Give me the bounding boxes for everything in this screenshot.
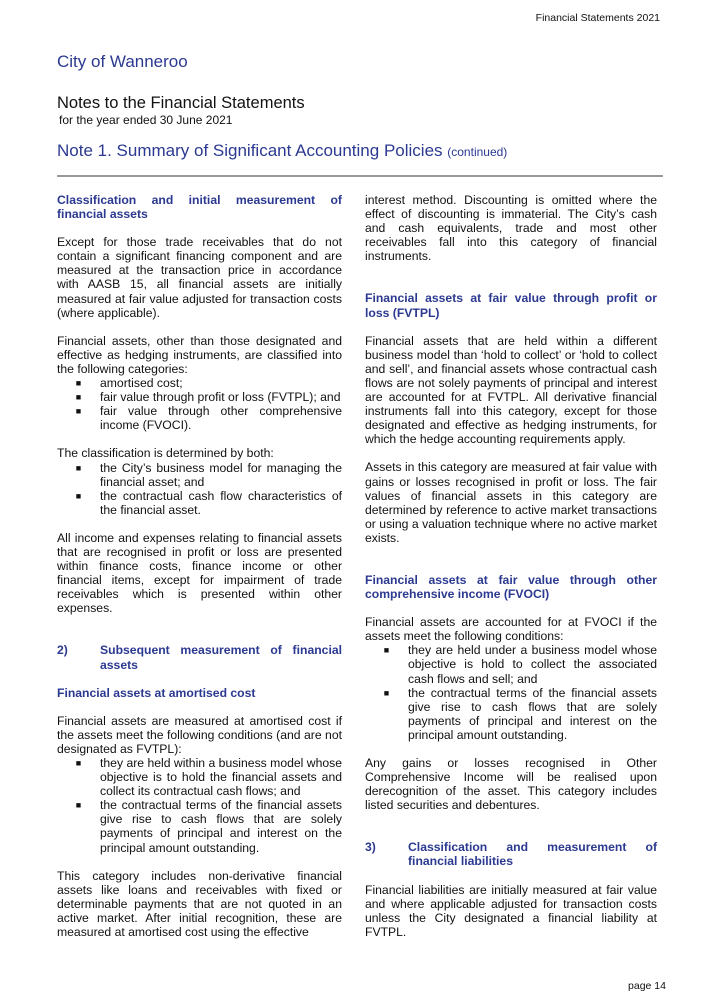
- bullet-icon: ■: [383, 645, 390, 656]
- paragraph: Financial liabilities are initially measured at fair value and where applicable adjusted for transaction costs unless the City designated a financial liability at FVTPL.: [365, 882, 657, 939]
- notes-period: for the year ended 30 June 2021: [59, 113, 233, 127]
- paragraph: Financial assets that are held within a different business model than ‘hold to collect’ or ‘hold to collect and sell’, and financial assets whose contractual cash flows are not solely payments of principal and interest are accounted for at FVTPL. All derivative financial instruments fall into this category, except for those designated and effective as hedging instruments, for which the hedge accounting requirements apply.: [365, 333, 657, 447]
- bullet-icon: ■: [383, 687, 390, 698]
- paragraph: Any gains or losses recognised in Other Comprehensive Income will be realised upon derecognition of the asset. This category includes listed securities and debentures.: [365, 756, 657, 813]
- note-heading-text: Note 1. Summary of Significant Accounting Policies: [57, 141, 443, 160]
- paragraph: Except for those trade receivables that do not contain a significant financing component and are measured at the transaction price in accordance with AASB 15, all financial assets are initially measured at fair value adjusted for transaction costs (where applicable).: [57, 235, 342, 320]
- left-column: [57, 193, 342, 939]
- paragraph: All income and expenses relating to financial assets that are recognised in profit or loss are presented within finance costs, finance income or other financial items, except for impairment of trade receivables which is presented within other expenses.: [57, 530, 342, 616]
- paragraph: Financial assets are measured at amortised cost if the assets meet the following conditions (and are not designated as FVTPL):: [57, 713, 342, 756]
- note-heading-continued: (continued): [447, 145, 508, 159]
- bullet-item: ■ amortised cost;: [57, 376, 342, 390]
- bullet-item: ■ the contractual terms of the financial assets give rise to cash flows that are solely payments of principal and interest on the principal amount outstanding.: [57, 798, 342, 854]
- bullet-item: ■ they are held under a business model whose objective is hold to collect the associated cash flows and sell; and: [365, 643, 657, 685]
- paragraph: Financial assets, other than those designated and effective as hedging instruments, are classified into the following categories:: [57, 333, 342, 376]
- bullet-item: ■ the contractual terms of the financial assets give rise to cash flows that are solely payments of principal and interest on the principal amount outstanding.: [365, 686, 657, 742]
- section-heading: Financial assets at amortised cost: [57, 685, 256, 700]
- section-heading: Financial assets at fair value through profit or loss (FVTPL): [365, 291, 657, 320]
- bullet-icon: ■: [75, 406, 82, 417]
- paragraph: Financial assets are accounted for at FVOCI if the assets meet the following conditions:: [365, 615, 657, 644]
- organisation-name: City of Wanneroo: [57, 52, 188, 71]
- header-divider: [57, 175, 663, 177]
- bullet-icon: ■: [75, 378, 82, 389]
- bullet-item: ■ the City’s business model for managing the financial asset; and: [57, 461, 342, 489]
- bullet-icon: ■: [75, 462, 82, 473]
- section-heading: Classification and initial measurement of financial assets: [57, 193, 342, 222]
- bullet-icon: ■: [75, 758, 82, 768]
- paragraph: interest method. Discounting is omitted where the effect of discounting is immaterial. The City’s cash and cash equivalents, trade and most other receivables fall into this category of financial instruments.: [365, 193, 657, 264]
- bullet-item: ■ fair value through other comprehensive income (FVOCI).: [57, 404, 342, 432]
- page-number: page 14: [628, 980, 666, 992]
- numbered-heading: 3) Classification and measurement of financial liabilities: [365, 840, 657, 869]
- paragraph: This category includes non-derivative financial assets like loans and receivables with fixed or determinable payments that are not quoted in an active market. After initial recognition, these are measured at amortised cost using the effective: [57, 868, 342, 940]
- paragraph: The classification is determined by both:: [57, 446, 274, 461]
- notes-title: Notes to the Financial Statements: [57, 94, 305, 112]
- note-heading: [57, 141, 507, 161]
- bullet-item: ■ they are held within a business model whose objective is to hold the financial assets and collect its contractual cash flows; and: [57, 756, 342, 798]
- bullet-item: ■ fair value through profit or loss (FVTPL); and: [57, 390, 342, 404]
- bullet-icon: ■: [75, 800, 82, 811]
- bullet-item: ■ the contractual cash flow characteristics of the financial asset.: [57, 489, 342, 517]
- right-column: [365, 193, 657, 939]
- bullet-icon: ■: [75, 490, 82, 501]
- paragraph: Assets in this category are measured at fair value with gains or losses recognised in profit or loss. The fair values of financial assets in this category are determined by reference to active market transactions or using a valuation technique where no active market exists.: [365, 460, 657, 545]
- document-header-label: Financial Statements 2021: [535, 12, 660, 24]
- numbered-heading: 2) Subsequent measurement of financial assets: [57, 643, 342, 672]
- section-heading: Financial assets at fair value through other comprehensive income (FVOCI): [365, 572, 657, 602]
- bullet-icon: ■: [75, 392, 82, 403]
